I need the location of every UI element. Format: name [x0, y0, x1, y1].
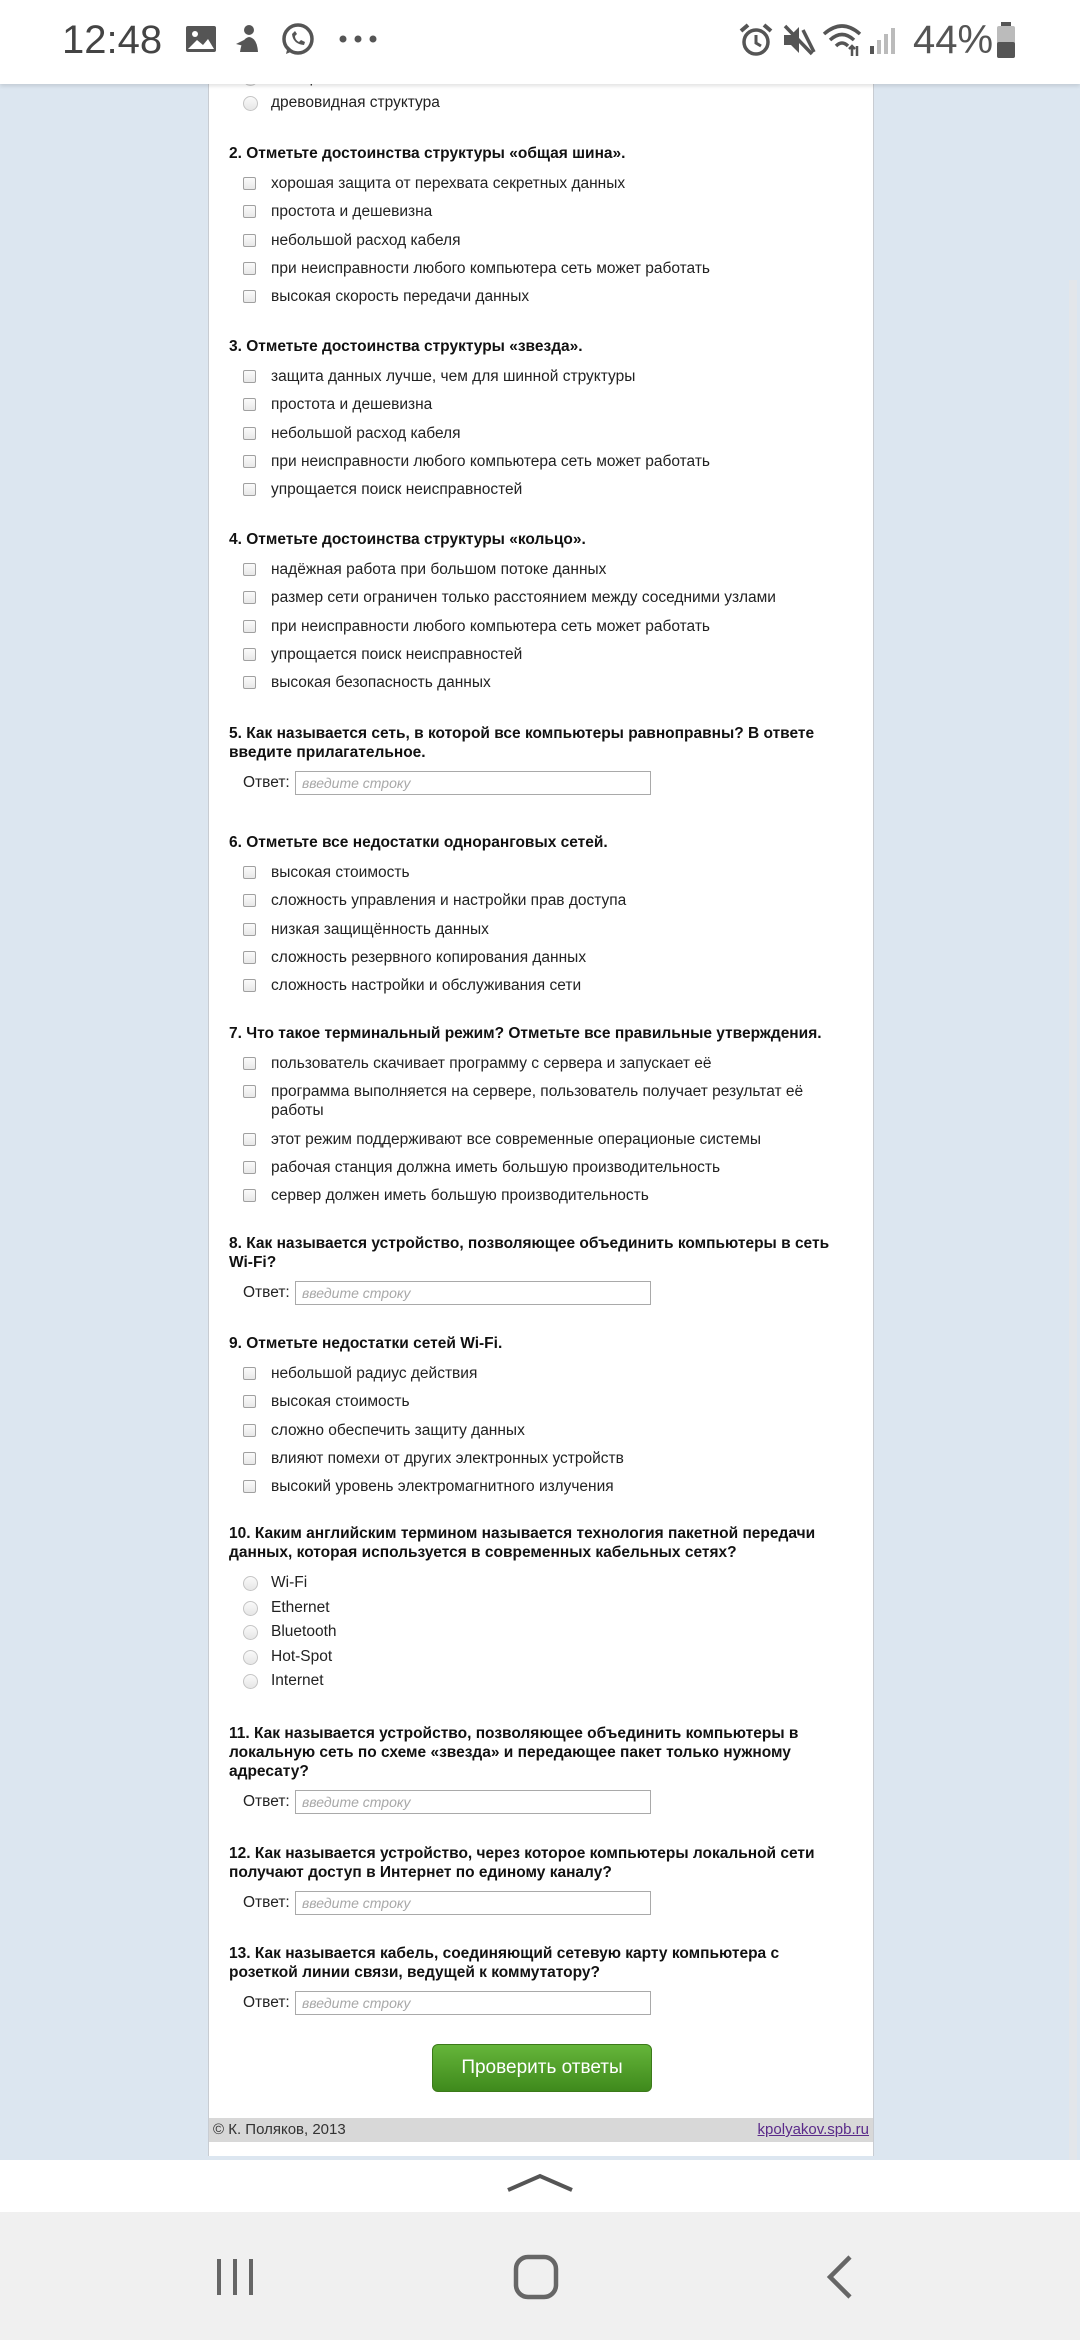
- question-6-title: 6. Отметьте все недостатки одноранговых сетей.: [229, 834, 608, 851]
- checkbox[interactable]: [243, 951, 256, 964]
- question-2-title: 2. Отметьте достоинства структуры «общая шина».: [229, 145, 626, 162]
- checkbox[interactable]: [243, 894, 256, 907]
- signal-icon: [866, 22, 902, 58]
- checkbox[interactable]: [243, 234, 256, 247]
- question-2-option-2[interactable]: [243, 202, 843, 224]
- checkbox[interactable]: [243, 483, 256, 496]
- back-icon[interactable]: [800, 2242, 880, 2312]
- question-4-option-1[interactable]: [243, 560, 843, 582]
- question-4-option-4[interactable]: [243, 645, 843, 667]
- option-label: Bluetooth: [271, 1623, 337, 1641]
- answer-label: Ответ:: [243, 1994, 290, 2011]
- question-10-option-2[interactable]: [243, 1598, 843, 1620]
- option-label: Internet: [271, 1672, 324, 1690]
- question-4-title: 4. Отметьте достоинства структуры «кольцо».: [229, 531, 586, 548]
- answer-label: Ответ:: [243, 1793, 290, 1810]
- option-label: древовидная структура: [271, 94, 440, 111]
- option-label: Ethernet: [271, 1598, 330, 1616]
- chevron-up-icon[interactable]: [505, 2170, 575, 2194]
- status-bar: [0, 0, 1080, 84]
- question-7-option-1[interactable]: [243, 1054, 843, 1076]
- question-3-option-2[interactable]: [243, 395, 843, 417]
- checkbox[interactable]: [243, 398, 256, 411]
- battery-icon: [994, 20, 1018, 60]
- question-7-option-3[interactable]: [243, 1130, 843, 1152]
- question-7-option-5[interactable]: [243, 1186, 843, 1208]
- checkbox[interactable]: [243, 1189, 256, 1202]
- question-3-option-1[interactable]: [243, 367, 843, 389]
- question-7-title: 7. Что такое терминальный режим? Отметьте все правильные утверждения.: [229, 1025, 822, 1042]
- radio-button[interactable]: [243, 96, 258, 111]
- question-10-option-4[interactable]: [243, 1647, 843, 1669]
- answer-input-12[interactable]: [295, 1891, 651, 1915]
- question-6-option-4[interactable]: [243, 948, 843, 970]
- collapse-handle-area: [0, 2160, 1080, 2212]
- question-5-answer: [243, 771, 843, 797]
- option-label: рабочая станция должна иметь большую производительность: [271, 1158, 721, 1176]
- gallery-icon: [184, 22, 218, 56]
- page-scrollbar[interactable]: [1069, 280, 1077, 2160]
- checkbox[interactable]: [243, 923, 256, 936]
- option-label: защита данных лучше, чем для шинной структуры: [271, 368, 636, 385]
- question-9-title: 9. Отметьте недостатки сетей Wi-Fi.: [229, 1335, 503, 1352]
- option-label: высокий уровень электромагнитного излучения: [271, 1478, 614, 1496]
- question-9-option-2[interactable]: [243, 1392, 843, 1414]
- checkbox[interactable]: [243, 1395, 256, 1408]
- question-13-answer: [243, 1991, 843, 2017]
- checkbox[interactable]: [243, 177, 256, 190]
- checkbox[interactable]: [243, 1452, 256, 1465]
- option-label: сложность настройки и обслуживания сети: [271, 977, 582, 995]
- option-label: высокая стоимость: [271, 1393, 410, 1411]
- question-6-option-2[interactable]: [243, 891, 843, 913]
- option-label: пользователь скачивает программу с сервера и запускает её: [271, 1055, 712, 1072]
- checkbox[interactable]: [243, 563, 256, 576]
- radio-button[interactable]: [243, 1674, 258, 1689]
- checkbox[interactable]: [243, 979, 256, 992]
- option-label: высокая безопасность данных: [271, 674, 491, 692]
- option-label: упрощается поиск неисправностей: [271, 645, 523, 663]
- question-2-option-4[interactable]: [243, 259, 843, 281]
- checkbox[interactable]: [243, 866, 256, 879]
- checkbox[interactable]: [243, 620, 256, 633]
- checkbox[interactable]: [243, 1085, 256, 1098]
- question-13-title: 13. Как называется кабель, соединяющий сетевую карту компьютера с розеткой линии связи, ведущей к коммутатору?: [229, 1945, 780, 1981]
- quiz-page: [208, 84, 874, 2156]
- checkbox[interactable]: [243, 290, 256, 303]
- question-10-option-1[interactable]: [243, 1573, 843, 1595]
- alarm-icon: [738, 22, 774, 58]
- question-9-option-3[interactable]: [243, 1421, 843, 1443]
- question-3-option-5[interactable]: [243, 480, 843, 502]
- option-label: этот режим поддерживают все современные операционые системы: [271, 1130, 762, 1148]
- answer-input-13[interactable]: [295, 1991, 651, 2015]
- question-5-title: 5. Как называется сеть, в которой все компьютеры равноправны? В ответе введите прилагательное.: [229, 725, 815, 761]
- more-icon: [338, 34, 378, 44]
- q1-option-2[interactable]: [243, 93, 843, 115]
- answer-input-5[interactable]: [295, 771, 651, 795]
- answer-label: Ответ:: [243, 1284, 290, 1301]
- question-4-option-5[interactable]: [243, 673, 843, 695]
- option-label: небольшой расход кабеля: [271, 424, 461, 442]
- option-label: сервер должен иметь большую производительность: [271, 1187, 649, 1205]
- question-6-option-1[interactable]: [243, 863, 843, 885]
- option-label: при неисправности любого компьютера сеть может работать: [271, 617, 711, 635]
- answer-label: Ответ:: [243, 1894, 290, 1911]
- option-label: Wi-Fi: [271, 1574, 308, 1591]
- option-label: простота и дешевизна: [271, 203, 433, 221]
- answer-input-8[interactable]: [295, 1281, 651, 1305]
- option-label: высокая стоимость: [271, 864, 410, 881]
- checkbox[interactable]: [243, 1057, 256, 1070]
- checkbox[interactable]: [243, 1367, 256, 1380]
- page-footer: [209, 2118, 873, 2142]
- recent-apps-icon[interactable]: [195, 2242, 275, 2312]
- checkbox[interactable]: [243, 262, 256, 275]
- app-icon: [232, 22, 266, 56]
- copyright: © К. Поляков, 2013: [213, 2121, 346, 2138]
- question-3-option-3[interactable]: [243, 424, 843, 446]
- radio-button[interactable]: [243, 1625, 258, 1640]
- option-label: упрощается поиск неисправностей: [271, 481, 523, 499]
- question-10-title: 10. Каким английским термином называется технология пакетной передачи данных, которая используется в современных кабельных сетях?: [229, 1525, 816, 1561]
- whatsapp-icon: [280, 22, 316, 58]
- question-6-option-3[interactable]: [243, 920, 843, 942]
- question-3-title: 3. Отметьте достоинства структуры «звезда».: [229, 338, 583, 355]
- question-10-option-5[interactable]: [243, 1671, 843, 1693]
- question-3-option-4[interactable]: [243, 452, 843, 474]
- checkbox[interactable]: [243, 1133, 256, 1146]
- checkbox[interactable]: [243, 205, 256, 218]
- option-label: при неисправности любого компьютера сеть может работать: [271, 259, 711, 277]
- option-label: высокая скорость передачи данных: [271, 288, 530, 306]
- home-icon[interactable]: [496, 2242, 576, 2312]
- option-label: при неисправности любого компьютера сеть может работать: [271, 452, 711, 470]
- option-label: сложность управления и настройки прав доступа: [271, 892, 627, 910]
- question-9-option-1[interactable]: [243, 1364, 843, 1386]
- option-label: надёжная работа при большом потоке данных: [271, 561, 607, 578]
- check-answers-button[interactable]: Проверить ответы: [432, 2044, 652, 2092]
- option-label: небольшой расход кабеля: [271, 231, 461, 249]
- navigation-bar: [0, 2212, 1080, 2340]
- question-12-title: 12. Как называется устройство, через которое компьютеры локальной сети получают доступ в Интернет по единому каналу?: [229, 1845, 815, 1881]
- question-2-option-5[interactable]: [243, 287, 843, 309]
- answer-label: Ответ:: [243, 774, 290, 791]
- checkbox[interactable]: [243, 455, 256, 468]
- checkbox[interactable]: [243, 591, 256, 604]
- checkbox[interactable]: [243, 1480, 256, 1493]
- option-label: влияют помехи от других электронных устройств: [271, 1449, 624, 1467]
- question-8-answer: [243, 1281, 843, 1307]
- option-label: сложность резервного копирования данных: [271, 948, 587, 966]
- question-9-option-4[interactable]: [243, 1449, 843, 1471]
- site-link[interactable]: kpolyakov.spb.ru: [757, 2121, 869, 2138]
- question-6-option-5[interactable]: [243, 976, 843, 998]
- question-8-title: 8. Как называется устройство, позволяющее объединить компьютеры в сеть Wi-Fi?: [229, 1235, 830, 1271]
- question-11-answer: [243, 1790, 843, 1816]
- radio-button[interactable]: [243, 1601, 258, 1616]
- option-label: размер сети ограничен только расстоянием между соседними узлами: [271, 589, 776, 607]
- question-4-option-3[interactable]: [243, 617, 843, 639]
- question-2-option-3[interactable]: [243, 231, 843, 253]
- option-label: сложно обеспечить защиту данных: [271, 1421, 525, 1439]
- option-label: низкая защищённость данных: [271, 920, 489, 938]
- question-2-option-1[interactable]: [243, 174, 843, 196]
- checkbox[interactable]: [243, 370, 256, 383]
- option-label: Hot-Spot: [271, 1647, 333, 1665]
- answer-input-11[interactable]: [295, 1790, 651, 1814]
- question-12-answer: [243, 1891, 843, 1917]
- radio-button[interactable]: [243, 1650, 258, 1665]
- question-7-option-2[interactable]: [243, 1082, 843, 1120]
- battery-percentage: 44%: [913, 18, 994, 62]
- checkbox[interactable]: [243, 1424, 256, 1437]
- checkbox[interactable]: [243, 1161, 256, 1174]
- question-4-option-2[interactable]: [243, 588, 843, 610]
- option-label: хорошая защита от перехвата секретных данных: [271, 175, 626, 192]
- question-10-option-3[interactable]: [243, 1622, 843, 1644]
- checkbox[interactable]: [243, 676, 256, 689]
- wifi-icon: [822, 22, 862, 58]
- question-7-option-4[interactable]: [243, 1158, 843, 1180]
- question-11-title: 11. Как называется устройство, позволяющее объединить компьютеры в локальную сеть по схеме «звезда» и передающее пакет только нужному адресату?: [229, 1725, 799, 1780]
- question-9-option-5[interactable]: [243, 1477, 843, 1499]
- radio-button[interactable]: [243, 1576, 258, 1591]
- checkbox[interactable]: [243, 427, 256, 440]
- option-label: простота и дешевизна: [271, 396, 433, 414]
- option-label: программа выполняется на сервере, пользователь получает результат её работы: [271, 1083, 804, 1120]
- clock: 12:48: [62, 18, 163, 62]
- option-label: небольшой радиус действия: [271, 1365, 478, 1382]
- mute-icon: [780, 22, 816, 58]
- checkbox[interactable]: [243, 648, 256, 661]
